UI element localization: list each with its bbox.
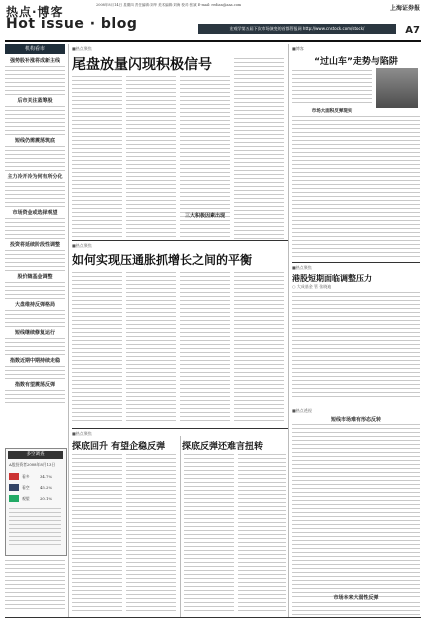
sentiment-title: 多空调查 [8,451,63,459]
sentiment-value: 45.2% [40,485,53,490]
article-kicker: ■热点聚焦 [72,46,92,51]
left-headline: 短线继续修复运行 [14,330,55,336]
left-headline: 市场资金或选择观望 [12,210,58,216]
article-subhead: 三大积极因素出现 [184,213,225,219]
issue-info: 2008年8月14日 星期四 责任编辑:刘华 美术编辑:刘海 校对:张斌 E-mail: redian@aaa.com [96,3,242,7]
sentiment-value: 34.7% [40,474,53,479]
article-headline: 如何实现压通胀抓增长之间的平衡 [72,253,253,267]
page-number: A7 [405,25,420,36]
footer-rule [5,617,421,618]
sentiment-label: 看空 [22,485,30,490]
masthead [0,0,426,44]
left-headline: 股价随基金调整 [17,274,53,280]
article-headline: 探底回升 有望企稳反弹 [72,442,166,452]
article-headline: 尾盘放量闪现积极信号 [72,57,212,73]
left-headline: 短线仍需震荡筑底 [14,138,55,144]
left-headline: 投资将延续阶段性调整 [9,242,60,248]
section-title: 短线市场难有形态反转 [330,417,381,423]
left-column [5,58,65,406]
sentiment-label: 观望 [22,496,30,501]
bull-badge [9,473,19,480]
left-headline: 后市关注蓝筹股 [17,98,53,104]
article-kicker: ■热点聚焦 [72,243,92,248]
paper-name: 上海证券报 [389,5,420,12]
bottom-section-title: 市场本来大弱性反弹 [333,595,379,601]
header-rule [5,40,421,42]
left-column-tag: 机构看市 [5,44,65,54]
wait-badge [9,495,19,502]
blog-subhead: 市场大面积反弹现实 [311,109,353,114]
author-photo [376,68,418,108]
header-banner: 宏观学第五届下次市场演变的首都管报网 http://www.cnstock.com/stock/ [198,24,396,34]
blog-headline: “过山车”走势与陷阱 [314,57,398,67]
sentiment-date: A股投资者2008年8月13日 [9,462,56,467]
section-name-english: Hot issue · blog [6,16,138,32]
article-kicker: ■热点聚焦 [292,265,312,270]
bear-badge [9,484,19,491]
left-headline: 指数近期中期持续走稳 [9,358,60,364]
left-headline: 主力冷开冷为何有所分化 [7,174,63,180]
blog-kicker: ■博客 [292,46,304,51]
left-headline: 指数有望震荡反弹 [14,382,55,388]
left-headline: 大盘维持反弹格局 [14,302,55,308]
section-name: 热点·博客 [6,5,64,19]
article-author: ○ 大成基金 管 张晓迪 [292,284,332,289]
article-headline: 探底反弹还难言扭转 [182,442,264,452]
section-kicker: ■热点透视 [292,408,312,413]
sentiment-value: 20.1% [40,496,53,501]
left-headline: 强势股补涨将成新主线 [9,58,60,64]
article-headline: 港股短期面临调整压力 [292,274,372,283]
sentiment-label: 看多 [22,474,30,479]
article-kicker: ■热点聚焦 [72,431,92,436]
